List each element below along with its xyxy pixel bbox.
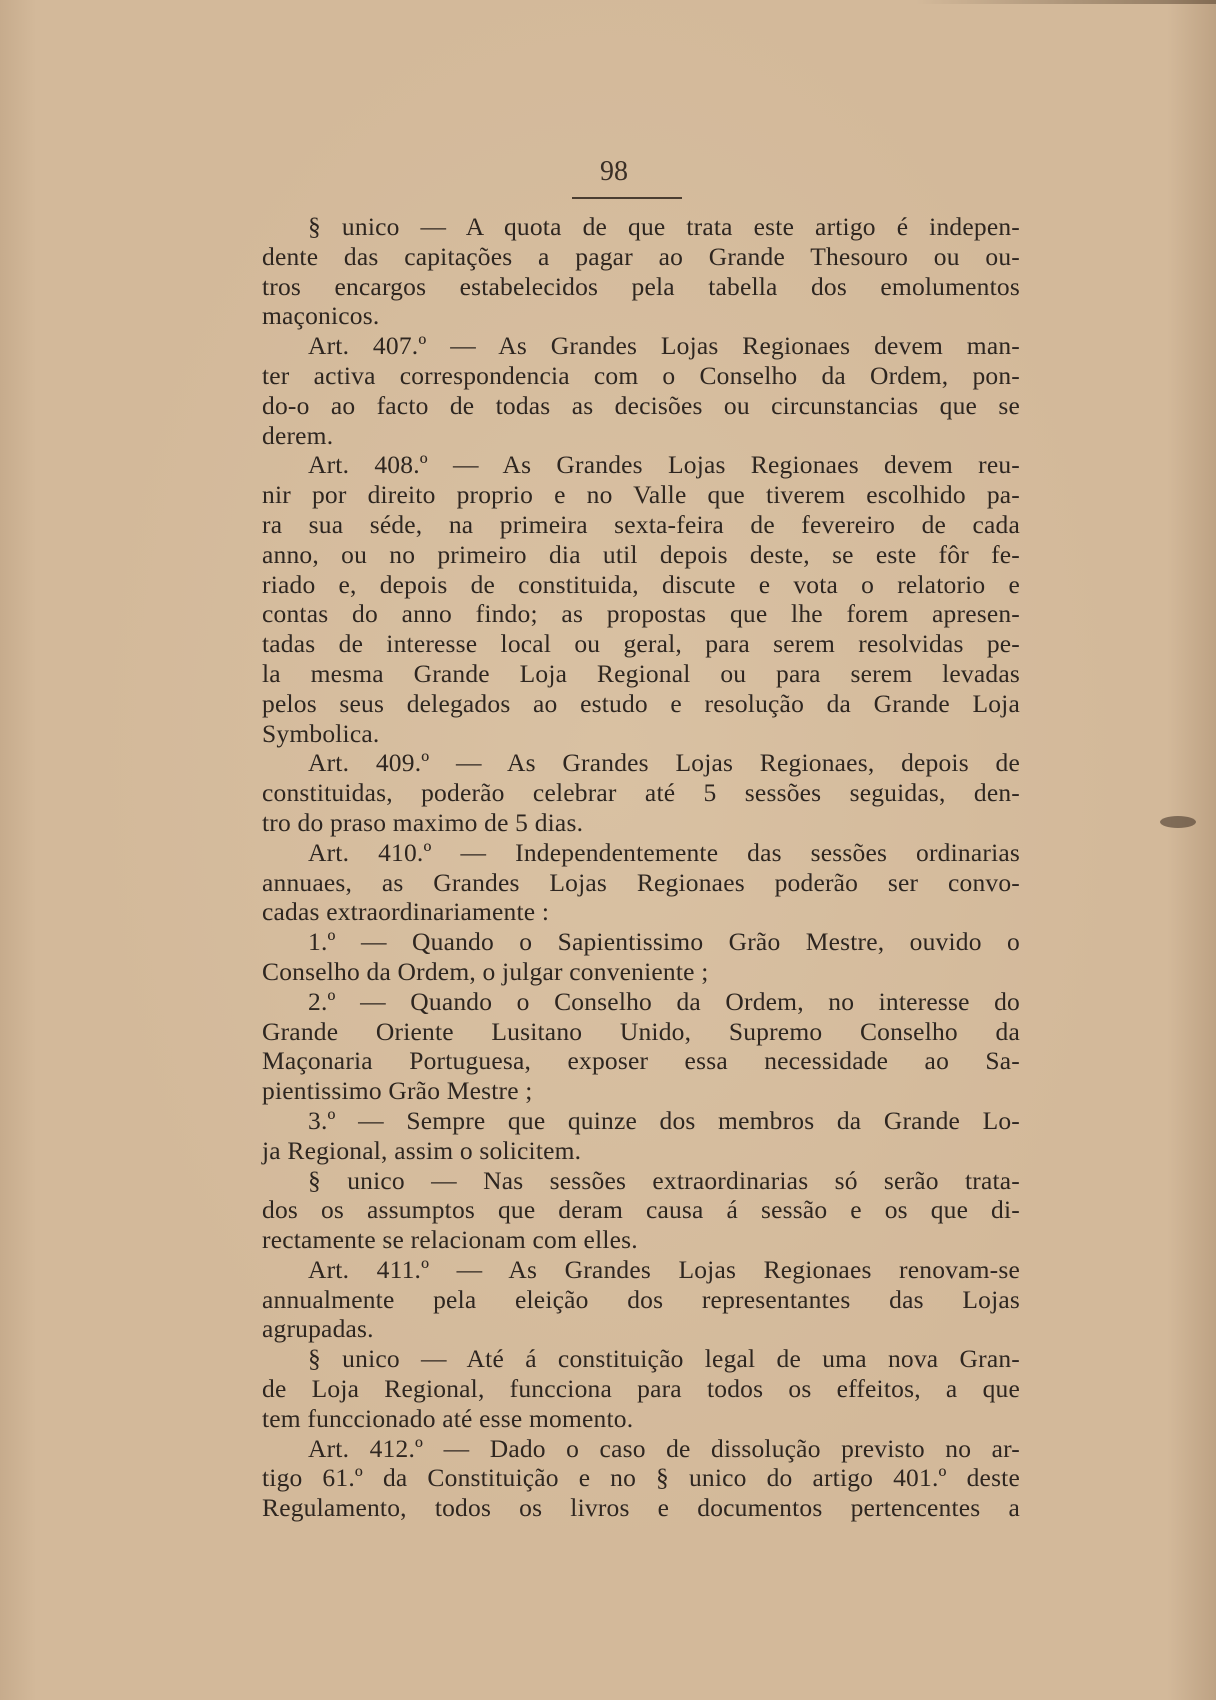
text-line: ter activa correspondencia com o Conselho da Ordem, pon- <box>262 360 1020 390</box>
text-line: annuaes, as Grandes Lojas Regionaes poderão ser convo- <box>262 867 1020 897</box>
text-line: 2.º — Quando o Conselho da Ordem, no interesse do <box>308 986 1020 1016</box>
text-line: maçonicos. <box>262 301 380 331</box>
text-line: Maçonaria Portuguesa, exposer essa necessidade ao Sa- <box>262 1046 1020 1076</box>
text-line: tigo 61.º da Constituição e no § unico do artigo 401.º deste <box>262 1463 1020 1493</box>
text-line: tro do praso maximo de 5 dias. <box>262 807 584 837</box>
text-line: tadas de interesse local ou geral, para serem resolvidas pe- <box>262 629 1020 659</box>
text-line: § unico — A quota de que trata este artigo é indepen- <box>308 212 1020 241</box>
text-line: la mesma Grande Loja Regional ou para serem levadas <box>262 658 1020 688</box>
text-line: anno, ou no primeiro dia util depois deste, se este fôr fe- <box>262 539 1020 569</box>
text-line: Conselho da Ordem, o julgar conveniente ; <box>262 956 709 986</box>
text-line: 1.º — Quando o Sapientissimo Grão Mestre, ouvido o <box>308 927 1020 957</box>
text-line: § unico — Nas sessões extraordinarias só serão trata- <box>308 1165 1020 1195</box>
page-number: 98 <box>600 156 628 187</box>
body-text <box>262 212 1020 1523</box>
text-line: annualmente pela eleição dos representantes das Lojas <box>262 1284 1020 1314</box>
text-line: 3.º — Sempre que quinze dos membros da Grande Lo- <box>308 1105 1020 1135</box>
text-line: ra sua séde, na primeira sexta-feira de fevereiro de cada <box>262 509 1020 539</box>
text-line: pelos seus delegados ao estudo e resolução da Grande Loja <box>262 688 1020 718</box>
text-line: de Loja Regional, funcciona para todos os effeitos, a que <box>262 1374 1020 1404</box>
text-line: tros encargos estabelecidos pela tabella dos emolumentos <box>262 271 1020 301</box>
text-line: tem funccionado até esse momento. <box>262 1403 634 1433</box>
text-line: § unico — Até á constituição legal de uma nova Gran- <box>308 1344 1020 1374</box>
text-line: pientissimo Grão Mestre ; <box>262 1076 533 1106</box>
page-edge-shadow <box>916 0 1216 4</box>
text-line: Grande Oriente Lusitano Unido, Supremo Conselho da <box>262 1016 1020 1046</box>
ink-smudge <box>1160 816 1196 828</box>
text-line: derem. <box>262 420 334 450</box>
text-line: cadas extraordinariamente : <box>262 897 550 927</box>
text-line: Art. 408.º — As Grandes Lojas Regionaes devem reu- <box>308 450 1020 480</box>
text-line: nir por direito proprio e no Valle que tiverem escolhido pa- <box>262 480 1020 510</box>
page-number-underline <box>572 197 682 199</box>
text-line: Symbolica. <box>262 718 380 748</box>
text-line: ja Regional, assim o solicitem. <box>262 1135 582 1165</box>
text-line: do-o ao facto de todas as decisões ou circunstancias que se <box>262 390 1020 420</box>
text-line: Art. 409.º — As Grandes Lojas Regionaes, depois de <box>308 748 1020 778</box>
text-line: agrupadas. <box>262 1314 374 1344</box>
text-line: rectamente se relacionam com elles. <box>262 1225 638 1255</box>
text-line: riado e, depois de constituida, discute e vota o relatorio e <box>262 569 1020 599</box>
text-line: Art. 411.º — As Grandes Lojas Regionaes renovam-se <box>308 1254 1020 1284</box>
text-line: constituidas, poderão celebrar até 5 sessões seguidas, den- <box>262 778 1020 808</box>
text-line: Art. 407.º — As Grandes Lojas Regionaes devem man- <box>308 331 1020 361</box>
text-line: dos os assumptos que deram causa á sessão e os que di- <box>262 1195 1020 1225</box>
text-line: Art. 410.º — Independentemente das sessões ordinarias <box>308 837 1020 867</box>
text-line: contas do anno findo; as propostas que lhe forem apresen- <box>262 599 1020 629</box>
text-line: Art. 412.º — Dado o caso de dissolução previsto no ar- <box>308 1433 1020 1463</box>
text-line: Regulamento, todos os livros e documentos pertencentes a <box>262 1493 1020 1523</box>
text-line: dente das capitações a pagar ao Grande Thesouro ou ou- <box>262 241 1020 271</box>
